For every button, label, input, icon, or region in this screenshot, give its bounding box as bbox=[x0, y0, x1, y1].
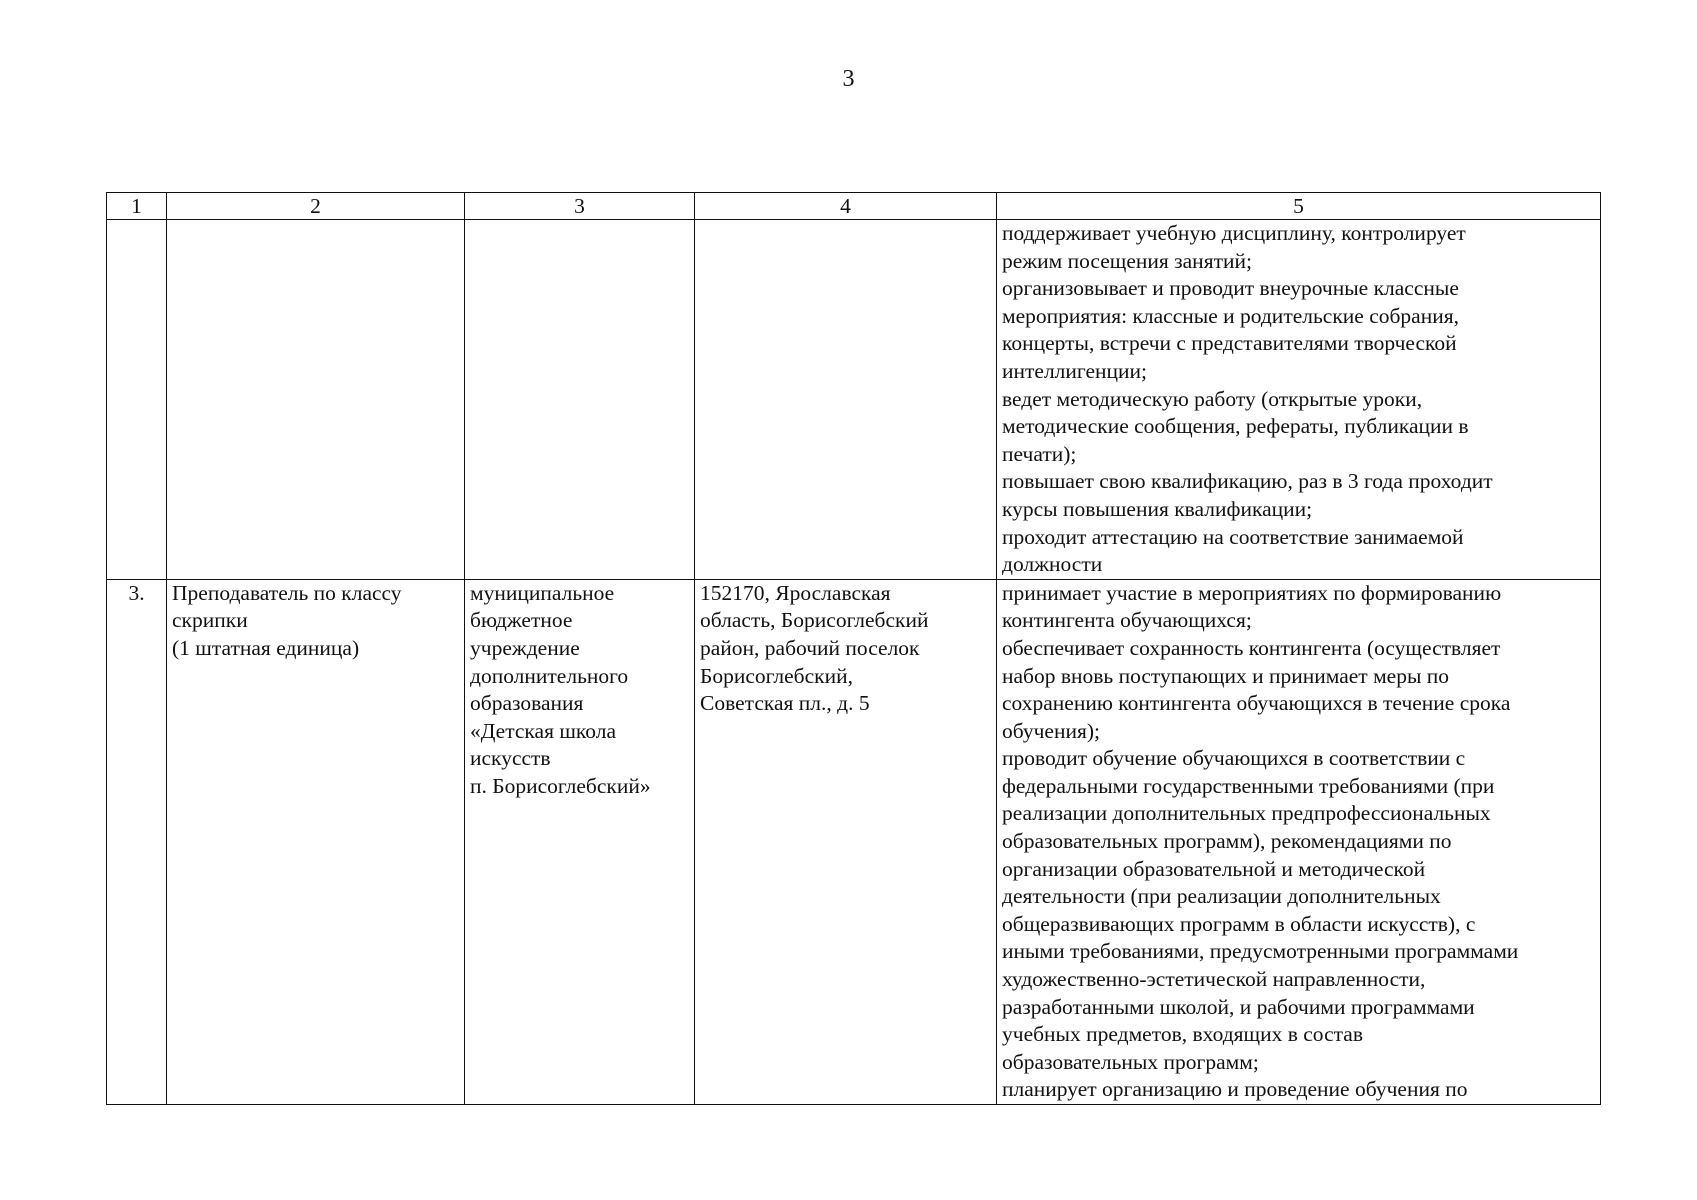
text-line: мероприятия: классные и родительские собрания, bbox=[1002, 303, 1460, 328]
text-line: учреждение bbox=[470, 635, 580, 660]
text-line: образования bbox=[470, 691, 584, 716]
text-line: концерты, встречи с представителями творческой bbox=[1002, 331, 1457, 356]
text-line: федеральными государственными требованиями (при bbox=[1002, 773, 1495, 798]
text-line: контингента обучающихся; bbox=[1002, 608, 1252, 633]
text-line: учебных предметов, входящих в состав bbox=[1002, 1022, 1363, 1047]
text-line: набор вновь поступающих и принимает меры по bbox=[1002, 663, 1450, 688]
cell-duties-continued bbox=[997, 220, 1601, 580]
cell-institution-empty bbox=[465, 220, 695, 580]
text-line: образовательных программ), рекомендациями по bbox=[1002, 829, 1452, 854]
column-header-number: 1 bbox=[107, 193, 167, 220]
column-header-position: 2 bbox=[167, 193, 465, 220]
table-header-row bbox=[107, 193, 1601, 220]
text-line: муниципальное bbox=[470, 580, 615, 605]
text-line: Советская пл., д. 5 bbox=[700, 691, 870, 716]
text-line: бюджетное bbox=[470, 608, 573, 633]
table-row-3 bbox=[107, 579, 1601, 1104]
text-line: курсы повышения квалификации; bbox=[1002, 496, 1313, 521]
cell-duties bbox=[997, 579, 1601, 1104]
cell-address bbox=[695, 579, 997, 1104]
text-line: область, Борисоглебский bbox=[700, 608, 929, 633]
text-line: планирует организацию и проведение обучения по bbox=[1002, 1077, 1468, 1102]
text-line: принимает участие в мероприятиях по формированию bbox=[1002, 580, 1502, 605]
staff-positions-table bbox=[106, 192, 1601, 1105]
text-line: интеллигенции; bbox=[1002, 358, 1147, 383]
cell-position-empty bbox=[167, 220, 465, 580]
text-line: скрипки bbox=[172, 608, 248, 633]
text-line: Преподаватель по классу bbox=[172, 580, 402, 605]
cell-position bbox=[167, 579, 465, 1104]
cell-number-empty bbox=[107, 220, 167, 580]
cell-institution bbox=[465, 579, 695, 1104]
text-line: обеспечивает сохранность контингента (осуществляет bbox=[1002, 635, 1501, 660]
column-header-address: 4 bbox=[695, 193, 997, 220]
text-line: повышает свою квалификацию, раз в 3 года проходит bbox=[1002, 469, 1493, 494]
text-line: искусств bbox=[470, 746, 551, 771]
text-line: режим посещения занятий; bbox=[1002, 248, 1252, 273]
text-line: организации образовательной и методической bbox=[1002, 856, 1426, 881]
text-line: печати); bbox=[1002, 441, 1077, 466]
text-line: сохранению контингента обучающихся в течение срока bbox=[1002, 691, 1511, 716]
text-line: организовывает и проводит внеурочные классные bbox=[1002, 276, 1459, 301]
cell-address-empty bbox=[695, 220, 997, 580]
text-line: район, рабочий поселок bbox=[700, 635, 920, 660]
text-line: дополнительного bbox=[470, 663, 629, 688]
text-line: поддерживает учебную дисциплину, контролирует bbox=[1002, 221, 1466, 245]
page-number: 3 bbox=[842, 66, 855, 92]
text-line: художественно-эстетической направленности, bbox=[1002, 967, 1426, 992]
text-line: методические сообщения, рефераты, публикации в bbox=[1002, 414, 1469, 439]
text-line: деятельности (при реализации дополнительных bbox=[1002, 884, 1441, 909]
text-line: 152170, Ярославская bbox=[700, 580, 891, 605]
text-line: ведет методическую работу (открытые уроки, bbox=[1002, 386, 1423, 411]
cell-row-number: 3. bbox=[107, 579, 167, 1104]
text-line: «Детская школа bbox=[470, 718, 616, 743]
text-line: общеразвивающих программ в области искусств), с bbox=[1002, 911, 1476, 936]
text-line: (1 штатная единица) bbox=[172, 635, 360, 660]
text-line: иными требованиями, предусмотренными программами bbox=[1002, 939, 1519, 964]
text-line: проходит аттестацию на соответствие занимаемой bbox=[1002, 524, 1464, 549]
text-line: образовательных программ; bbox=[1002, 1049, 1259, 1074]
text-line: разработанными школой, и рабочими программами bbox=[1002, 994, 1475, 1019]
table-row-continuation bbox=[107, 220, 1601, 580]
text-line: реализации дополнительных предпрофессиональных bbox=[1002, 801, 1491, 826]
text-line: проводит обучение обучающихся в соответствии с bbox=[1002, 746, 1466, 771]
text-line: Борисоглебский, bbox=[700, 663, 853, 688]
column-header-duties: 5 bbox=[997, 193, 1601, 220]
column-header-institution: 3 bbox=[465, 193, 695, 220]
text-line: обучения); bbox=[1002, 718, 1101, 743]
text-line: п. Борисоглебский» bbox=[470, 773, 651, 798]
text-line: должности bbox=[1002, 552, 1103, 577]
